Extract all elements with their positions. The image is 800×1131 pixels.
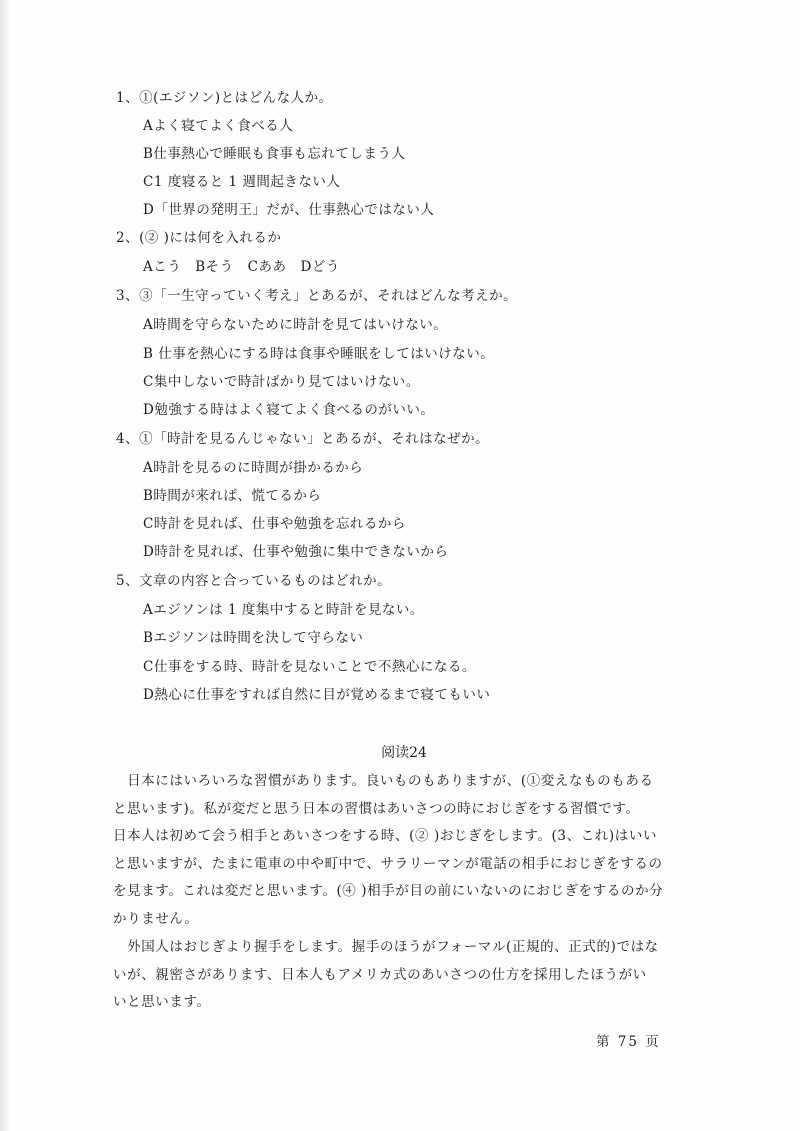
paragraph-1-line-3: 日本人は初めて会う相手とあいさつをする時、(② )おじぎをします。(3、これ)はいい <box>113 828 658 844</box>
question-4-stem: 4、①「時計を見るんじゃない」とあるが、それはなぜか。 <box>116 431 490 447</box>
question-1-option-d: D「世界の発明王」だが、仕事熱心ではない人 <box>143 202 435 218</box>
question-5-option-b: Bエジソンは時間を決して守らない <box>143 630 364 646</box>
paragraph-2-line-3: いと思います。 <box>113 994 211 1010</box>
page-number: 第 75 页 <box>596 1034 661 1050</box>
question-5-option-d: D熱心に仕事をすれば自然に目が覚めるまで寝てもいい <box>143 687 491 703</box>
question-1-option-c: C1 度寝ると 1 週間起きない人 <box>143 174 341 190</box>
question-5-option-a: Aエジソンは 1 度集中すると時計を見ない。 <box>143 602 424 618</box>
question-5-stem: 5、文章の内容と合っているものはどれか。 <box>116 573 392 589</box>
question-2-stem: 2、(② )には何を入れるか <box>116 230 282 246</box>
question-3-option-a: A時間を守らないために時計を見てはいけない。 <box>143 317 448 333</box>
question-3-option-d: D勉強する時はよく寝てよく食べるのがいい。 <box>143 402 435 418</box>
reading-title: 阅读24 <box>381 745 427 761</box>
question-4-option-a: A時計を見るのに時間が掛かるから <box>143 460 364 476</box>
reading-paragraph-2 <box>113 934 665 1017</box>
paragraph-1-line-1: 日本にはいろいろな習慣があります。良いものもありますが、(①変えなものもある <box>113 773 654 789</box>
question-3-stem: 3、③「一生守っていく考え」とあるが、それはどんな考えか。 <box>116 288 518 304</box>
paragraph-1-line-2: と思います)。私が変だと思う日本の習慣はあいさつの時におじぎをする習慣です。 <box>113 800 640 817</box>
question-1-option-a: Aよく寝てよく食べる人 <box>143 118 294 134</box>
question-1-option-b: B仕事熱心で睡眠も食事も忘れてしまう人 <box>143 146 406 162</box>
question-5-option-c: C仕事をする時、時計を見ないことで不熱心になる。 <box>143 659 476 675</box>
paragraph-1-line-5: を見ます。これは変だと思います。(④ )相手が目の前にいないのにおじぎをするのか分 <box>113 883 664 899</box>
paragraph-2-line-2: いが、親密さがあります、日本人もアメリカ式のあいさつの仕方を採用したほうがい <box>113 966 647 983</box>
question-4-option-c: C時計を見れば、仕事や勉強を忘れるから <box>143 516 406 532</box>
question-1-stem: 1、①(エジソン)とはどんな人か。 <box>116 90 333 106</box>
scan-edge-shadow <box>0 0 10 1131</box>
question-3-option-b: B 仕事を熱心にする時は食事や睡眠をしてはいけない。 <box>143 346 495 362</box>
question-4-option-d: D時計を見れば、仕事や勉強に集中できないから <box>143 544 449 560</box>
paragraph-2-line-1: 外国人はおじぎより握手をします。握手のほうがフォーマル(正規的、正式的)ではな <box>113 939 659 955</box>
reading-paragraph-1 <box>113 768 665 933</box>
question-3-option-c: C集中しないで時計ばかり見てはいけない。 <box>143 374 420 390</box>
paragraph-1-line-6: かりません。 <box>113 910 199 927</box>
paragraph-1-line-4: と思いますが、たまに電車の中や町中で、サラリーマンが電話の相手におじぎをするの <box>113 855 663 872</box>
question-4-option-b: B時間が来れば、慌てるから <box>143 488 322 504</box>
question-2-options: Aこう Bそう Cああ Dどう <box>143 259 340 275</box>
